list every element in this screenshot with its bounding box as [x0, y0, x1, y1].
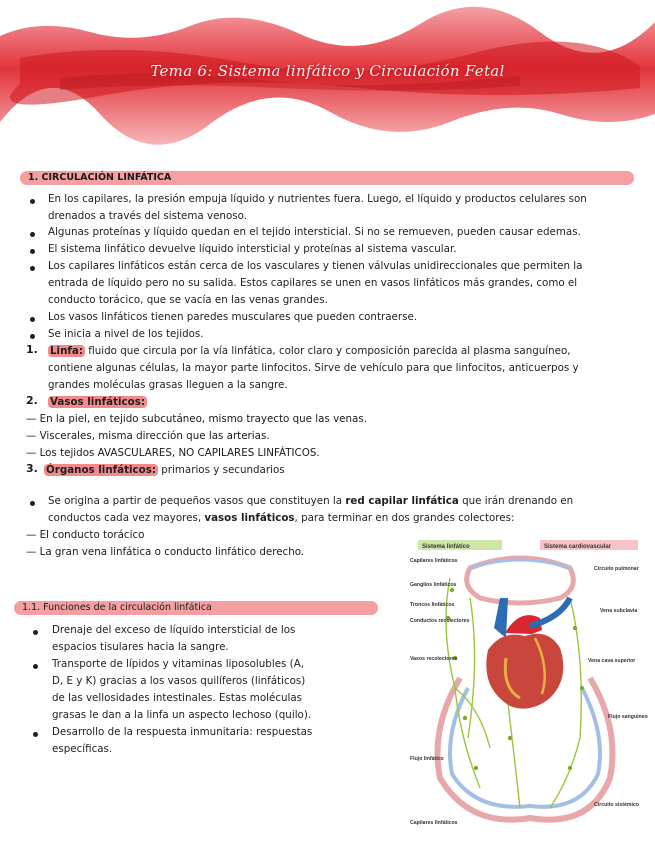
dash-line: — Viscerales, misma dirección que las arterias. — [26, 430, 270, 442]
dash-line: — En la piel, en tejido subcutáneo, mismo trayecto que las venas. — [26, 413, 367, 425]
label-vasos-recolectores: Vasos recolectores — [410, 656, 458, 662]
origin-line-2: conductos cada vez mayores, vasos linfáticos, para terminar en dos grandes colectores: — [48, 512, 515, 524]
item-3-row: Órganos linfáticos: primarios y secundarios — [46, 464, 285, 476]
section-1-1-heading: 1.1. Funciones de la circulación linfática — [22, 602, 212, 613]
item-2-number: 2. — [26, 394, 38, 407]
bullet-dot — [33, 664, 38, 669]
label-ganglios: Ganglios linfáticos — [410, 582, 457, 588]
label-vena-cava: Vena cava superior — [588, 658, 636, 664]
item-1-line-1: Linfa: fluido que circula por la vía linfática, color claro y composición parecida al plasma sanguíneo, — [50, 345, 571, 357]
bullet-6: Se inicia a nivel de los tejidos. — [48, 328, 204, 340]
item-2-term-row — [48, 394, 147, 411]
bullet-1-line-1: En los capilares, la presión empuja líquido y nutrientes fuera. Luego, el líquido y productos celulares son — [48, 193, 587, 205]
dash-line: — Los tejidos AVASCULARES, NO CAPILARES LINFÁTICOS. — [26, 447, 320, 459]
label-vena-subclavia: Vena subclavia — [600, 608, 638, 614]
figure-left-title: Sistema linfático — [422, 544, 470, 550]
func-2-line-3: de las vellosidades intestinales. Estas moléculas — [52, 692, 303, 704]
func-2-line-4: grasas le dan a la linfa un aspecto lechoso (quilo). — [52, 709, 312, 721]
bullet-dot — [30, 501, 35, 506]
func-1-line-1: Drenaje del exceso de líquido intersticial de los — [52, 624, 296, 636]
bullet-2: Algunas proteínas y líquido quedan en el tejido intersticial. Si no se remueven, pueden causar edemas. — [48, 226, 581, 238]
bullet-1-line-2: drenados a través del sistema venoso. — [48, 210, 248, 222]
label-flujo-sanguineo: Flujo sanguíneo — [608, 714, 648, 720]
label-capilares-linfaticos-top: Capilares linfáticos — [410, 558, 458, 564]
figure-right-title: Sistema cardiovascular — [544, 544, 612, 550]
item-3-number: 3. — [26, 462, 38, 475]
func-2-line-2: D, E y K) gracias a los vasos quilíferos (linfáticos) — [52, 675, 306, 687]
bullet-4-line-3: conducto torácico, que se vacía en las venas grandes. — [48, 294, 328, 306]
bullet-dot — [30, 232, 35, 237]
label-circuito-sistemico: Circuito sistémico — [594, 802, 639, 808]
collector-1: — El conducto torácico — [26, 529, 145, 541]
label-flujo-linfatico: Flujo linfático — [410, 756, 444, 762]
bullet-dot — [33, 732, 38, 737]
label-capilares-linfaticos-bottom: Capilares linfáticos — [410, 820, 458, 826]
bullet-dot — [30, 334, 35, 339]
term-linfa: Linfa: — [50, 345, 83, 357]
page-title: Tema 6: Sistema linfático y Circulación Fetal — [150, 62, 505, 80]
section-1-heading: 1. CIRCULACIÓN LINFÁTICA — [28, 172, 172, 183]
bullet-dot — [30, 317, 35, 322]
term-organos: Órganos linfáticos: — [46, 464, 156, 476]
func-2-line-1: Transporte de lípidos y vitaminas liposolubles (A, — [52, 658, 305, 670]
origin-line-1: Se origina a partir de pequeños vasos que constituyen la red capilar linfática que irán drenando en — [48, 495, 574, 507]
label-conductos: Conductos recolectores — [410, 618, 470, 624]
item-1-number: 1. — [26, 343, 38, 356]
heart — [486, 598, 570, 709]
bullet-5: Los vasos linfáticos tienen paredes musculares que pueden contraerse. — [48, 311, 418, 323]
bullet-dot — [30, 199, 35, 204]
bullet-4-line-1: Los capilares linfáticos están cerca de los vasculares y tienen válvulas unidireccionales que permiten la — [48, 260, 583, 272]
lymphatic-cardiovascular-diagram — [410, 538, 648, 838]
item-1-line-2: contiene algunas células, la mayor parte linfocitos. Sirve de vehículo para que linfocitos, anticuerpos y — [48, 362, 579, 374]
label-troncos: Troncos linfáticos — [410, 602, 455, 608]
bullet-dot — [30, 266, 35, 271]
bullet-4-line-2: entrada de líquido pero no su salida. Estos capilares se unen en vasos linfáticos más grandes, como el — [48, 277, 578, 289]
bullet-3: El sistema linfático devuelve líquido intersticial y proteínas al sistema vascular. — [48, 243, 457, 255]
collector-2: — La gran vena linfática o conducto linfático derecho. — [26, 546, 305, 558]
term-vasos: Vasos linfáticos: — [50, 396, 145, 408]
func-3-line-2: específicas. — [52, 743, 113, 755]
func-3-line-1: Desarrollo de la respuesta inmunitaria: respuestas — [52, 726, 313, 738]
func-1-line-2: espacios tisulares hacia la sangre. — [52, 641, 229, 653]
bullet-dot — [30, 249, 35, 254]
item-1-line-3: grandes moléculas grasas lleguen a la sangre. — [48, 379, 288, 391]
label-circuito-pulmonar: Circuito pulmonar — [594, 566, 639, 572]
bullet-dot — [33, 630, 38, 635]
